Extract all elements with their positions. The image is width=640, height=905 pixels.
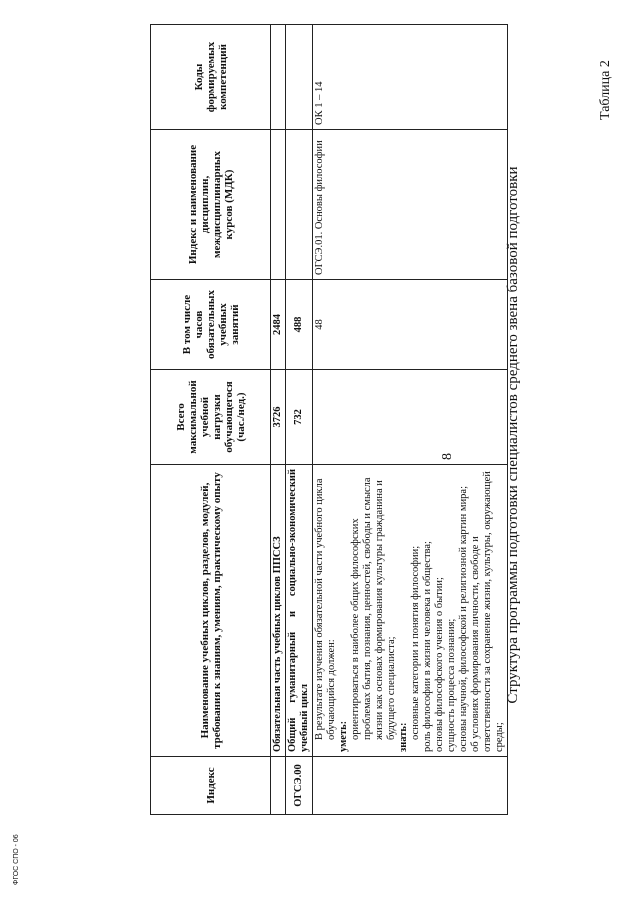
cell-empty xyxy=(313,757,508,815)
cell-empty xyxy=(286,25,313,130)
ogse-mandatory: 488 xyxy=(286,280,313,370)
ogse01-znat-item: основы философского учения о бытии; xyxy=(434,577,445,752)
header-competencies: Коды формируемых компетенций xyxy=(151,25,271,130)
mandatory-part-mandatory: 2484 xyxy=(271,280,286,370)
header-max-load: Всего максимальной учебной нагрузки обучающегося (час./нед.) xyxy=(151,370,271,465)
row-ogse xyxy=(286,25,313,815)
footer-code: ФГОС СПО - 06 xyxy=(13,834,20,885)
ogse01-znat-item: сущность процесса познания; xyxy=(446,618,457,752)
ogse01-znat-item: об условиях формирования личности, свободе и ответственности за сохранение жизни, культуры, окружающей среды; xyxy=(470,471,505,752)
mandatory-part-max-load: 3726 xyxy=(271,370,286,465)
ogse-index: ОГСЭ.00 xyxy=(286,757,313,815)
cell-empty xyxy=(271,25,286,130)
ogse01-competencies: ОК 1 – 14 xyxy=(313,25,508,130)
row-ogse01 xyxy=(313,25,508,815)
row-mandatory-part xyxy=(271,25,286,815)
cell-empty xyxy=(271,757,286,815)
page-number: 8 xyxy=(440,453,455,460)
header-mandatory: В том числе часов обязательных учебных занятий xyxy=(151,280,271,370)
ogse-label: Общий гуманитарный и социально-экономический учебный цикл xyxy=(286,465,313,757)
ogse01-znat-item: роль философии в жизни человека и общества; xyxy=(422,541,433,752)
program-structure-table xyxy=(150,24,508,815)
cell-empty xyxy=(313,370,508,465)
header-index: Индекс xyxy=(151,757,271,815)
cell-empty xyxy=(271,130,286,280)
ogse01-znat-item: основные категории и понятия философии; xyxy=(410,545,421,740)
table-label: Таблица 2 xyxy=(598,60,613,120)
ogse01-umet-heading: уметь: xyxy=(338,720,349,752)
ogse01-umet-text: ориентироваться в наиболее общих философских проблемах бытия, познания, ценностей, свободы и смысла жизни как основах формирования культуры гражданина и будущего специалиста; xyxy=(350,477,397,740)
ogse01-intro: В результате изучения обязательной части учебного цикла обучающийся должен: xyxy=(314,478,337,740)
cell-empty xyxy=(286,130,313,280)
table-title: Структура программы подготовки специалистов среднего звена базовой подготовки xyxy=(505,166,521,704)
ogse01-znat-item: основы научной, философской и религиозной картин мира; xyxy=(458,485,469,752)
ogse01-discipline: ОГСЭ.01. Основы философии xyxy=(313,130,508,280)
ogse01-mandatory: 48 xyxy=(313,280,508,370)
header-row xyxy=(151,25,271,815)
ogse-max-load: 732 xyxy=(286,370,313,465)
mandatory-part-label: Обязательная часть учебных циклов ППССЗ xyxy=(271,465,286,757)
header-discipline: Индекс и наименование дисциплин, междисциплинарных курсов (МДК) xyxy=(151,130,271,280)
header-name: Наименование учебных циклов, разделов, модулей, требования к знаниям, умениям, практическому опыту xyxy=(151,465,271,757)
ogse01-requirements xyxy=(313,465,508,757)
ogse01-znat-heading: знать: xyxy=(398,722,409,752)
